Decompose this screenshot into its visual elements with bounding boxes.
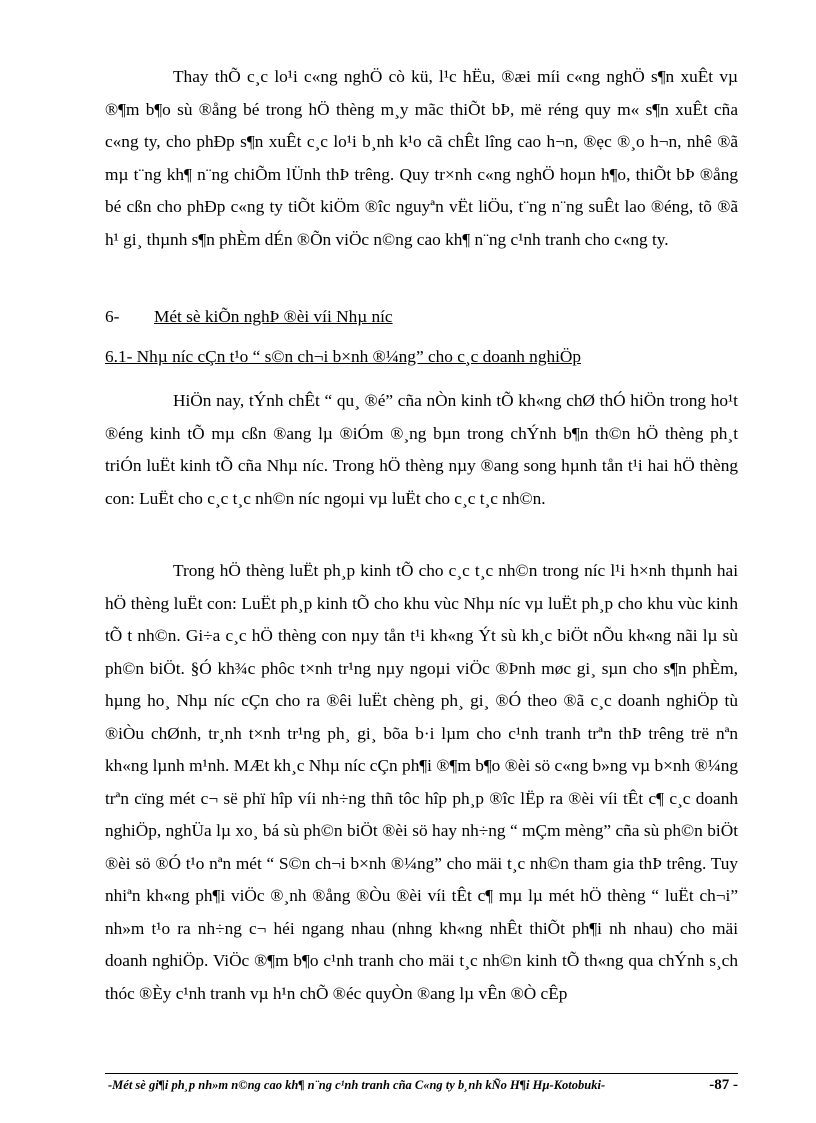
paragraph-transition-economy: HiÖn nay, tÝnh chÊt “ qu¸ ®é” cña nÒn kinh tÕ kh«ng chØ thÓ hiÖn trong ho¹t ®éng kinh tÕ mµ cßn ®ang lµ ®iÓm ®¸ng bµn trong chÝnh b¶n th©n hÖ thèng ph¸t triÓn luËt kinh tÕ cña Nhµ níc. Trong hÖ thèng nµy ®ang song hµnh tån t¹i hai hÖ thèng con: LuËt cho c¸c t¸c nh©n níc ngoµi vµ luËt cho c¸c t¸c nh©n.	[105, 391, 738, 508]
subsection-6-1-title: 6.1- Nhµ níc cÇn t¹o “ s©n ch¬i b×nh ®¼ng” cho c¸c doanh nghiÖp	[105, 347, 582, 366]
section-6-title: Mét sè kiÕn nghÞ ®èi víi Nhµ níc	[154, 307, 393, 326]
page-footer	[108, 1077, 738, 1094]
page-number: -87 -	[709, 1077, 738, 1093]
footer-divider	[105, 1073, 738, 1074]
paragraph-legal-system: Trong hÖ thèng luËt ph¸p kinh tÕ cho c¸c t¸c nh©n trong níc l¹i h×nh thµnh hai hÖ thèng luËt con: LuËt ph¸p kinh tÕ cho khu vùc Nhµ níc vµ luËt ph¸p cho khu vùc kinh tÕ t nh©n. Gi÷a c¸c hÖ thèng con nµy tån t¹i kh«ng Ýt sù kh¸c biÖt nÕu kh«ng nãi lµ sù ph©n biÖt. §Ó kh¾c phôc t×nh tr¹ng nµy ngoµi viÖc ®Þnh møc gi¸ sµn cho s¶n phÈm, hµng ho¸ Nhµ níc cÇn cho ra ®êi luËt chèng ph¸ gi¸ ®Ó theo ®ã c¸c doanh nghiÖp tù ®iÒu chØnh, tr¸nh t×nh tr¹ng ph¸ gi¸ bõa b·i lµm cho c¹nh tranh trªn thÞ trêng trë nªn kh«ng lµnh m¹nh. MÆt kh¸c Nhµ níc cÇn ph¶i ®¶m b¶o ®èi sö c«ng b»ng vµ b×nh ®¼ng trªn cïng mét c¬ së phï hîp víi nh÷ng thñ tôc hîp ph¸p ®îc lËp ra ®èi víi tÊt c¶ c¸c doanh nghiÖp, nghÜa lµ xo¸ bá sù ph©n biÖt ®èi sö hay nh÷ng “ mÇm mèng” cña sù ph©n biÖt ®èi sö ®Ó t¹o nªn mét “ S©n ch¬i b×nh ®¼ng” cho mäi t¸c nh©n tham gia thÞ trêng. Tuy nhiªn kh«ng ph¶i viÖc ®¸nh ®ång ®Òu ®èi víi tÊt c¶ mµ lµ mét hÖ thèng “ luËt ch¬i” nh»m t¹o ra nh÷ng c¬ héi ngang nhau (nhng kh«ng nhÊt thiÕt ph¶i nh nhau) cho mäi doanh nghiÖp. ViÖc ®¶m b¶o c¹nh tranh cho mäi t¸c nh©n kinh tÕ th«ng qua chÝnh s¸ch thóc ®Èy c¹nh tranh vµ h¹n chÕ ®éc quyÒn ®ang lµ vÊn ®Ò cÊp	[105, 561, 738, 1003]
section-6-number: 6-	[105, 307, 120, 326]
paragraph-intro: Thay thÕ c¸c lo¹i c«ng nghÖ cò kü, l¹c hËu, ®æi míi c«ng nghÖ s¶n xuÊt vµ ®¶m b¶o sù ®ång bé trong hÖ thèng m¸y mãc thiÕt bÞ, më réng quy m« s¶n xuÊt cña c«ng ty, cho phÐp s¶n xuÊt c¸c lo¹i b¸nh k¹o cã chÊt lîng cao h¬n, ®ẹc ®¸o h¬n, nhê ®ã mµ t¨ng kh¶ n¨ng chiÕm lÜnh thÞ trêng. Quy tr×nh c«ng nghÖ hoµn h¶o, thiÕt bÞ ®ång bé cßn cho phÐp c«ng ty tiÕt kiÖm ®îc nguyªn vËt liÖu, t¨ng n¨ng suÊt lao ®éng, tõ ®ã h¹ gi¸ thµnh s¶n phÈm dÉn ®Õn viÖc n©ng cao kh¶ n¨ng c¹nh tranh cho c«ng ty.	[105, 67, 738, 249]
footer-title: -Mét sè gi¶i ph¸p nh»m n©ng cao kh¶ n¨ng c¹nh tranh cña C«ng ty b¸nh kÑo H¶i Hµ-Kotobuki-	[108, 1078, 606, 1092]
